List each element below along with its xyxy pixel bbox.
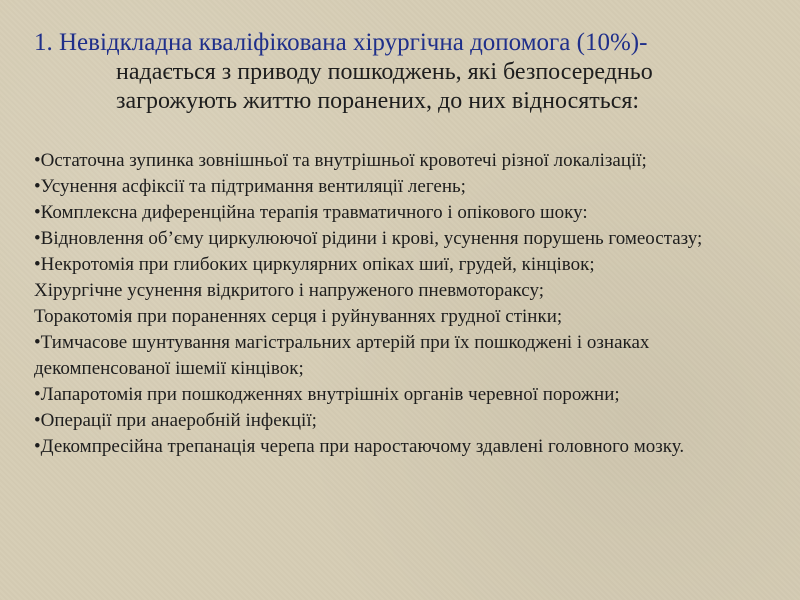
list-item: •Усунення асфіксії та підтримання вентиляції легень; (34, 176, 466, 197)
bullet-list (34, 148, 752, 460)
heading-title: 1. Невідкладна кваліфікована хірургічна допомога (10%)- (34, 29, 648, 56)
list-item: •Декомпресійна трепанація черепа при наростаючому здавлені головного мозку. (34, 436, 685, 457)
heading-body: надається з приводу пошкоджень, які безпосередньо загрожують життю поранених, до них відносяться: (116, 59, 653, 114)
list-item: •Тимчасове шунтування магістральних артерій при їх пошкоджені і ознаках декомпенсованої ішемії кінцівок; (34, 332, 650, 379)
list-item: •Відновлення об’єму циркулюючої рідини і крові, усунення порушень гомеостазу; (34, 228, 703, 249)
list-item: Хірургічне усунення відкритого і напруженого пневмотораксу; (34, 280, 545, 301)
slide-heading (34, 28, 774, 116)
list-item: •Лапаротомія при пошкодженнях внутрішніх органів черевної порожни; (34, 384, 620, 405)
list-item: •Остаточна зупинка зовнішньої та внутрішньої кровотечі різної локалізації; (34, 150, 647, 171)
list-item: •Операції при анаеробній інфекції; (34, 410, 317, 431)
list-item: Торакотомія при пораненнях серця і руйнуваннях грудної стінки; (34, 306, 563, 327)
list-item: •Некротомія при глибоких циркулярних опіках шиї, грудей, кінцівок; (34, 254, 595, 275)
list-item: •Комплексна диференційна терапія травматичного і опікового шоку: (34, 202, 588, 223)
